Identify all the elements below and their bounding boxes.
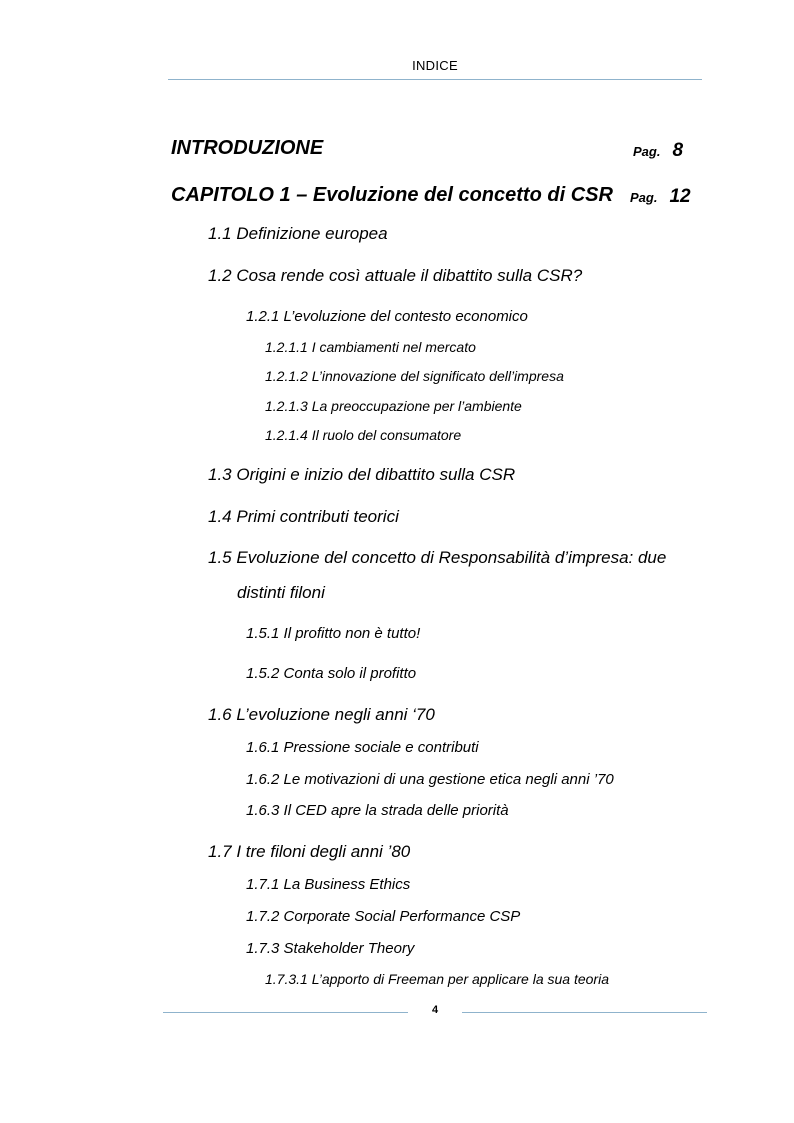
pag-label: Pag. [633,144,661,159]
toc-entry: 1.5 Evoluzione del concetto di Responsabilità d’impresa: due [208,548,667,567]
toc-entry: 1.2.1.4 Il ruolo del consumatore [265,427,462,443]
toc-capitolo-1: CAPITOLO 1 – Evoluzione del concetto di CSR [171,184,613,206]
page-header-title: INDICE [412,58,458,73]
toc-entry: 1.5.1 Il profitto non è tutto! [246,625,421,642]
toc-capitolo-1-page [630,186,691,208]
toc-entry: 1.7.2 Corporate Social Performance CSP [246,908,521,925]
toc-entry: 1.2 Cosa rende così attuale il dibattito sulla CSR? [208,266,583,285]
toc-entry: 1.3 Origini e inizio del dibattito sulla CSR [208,465,516,484]
toc-entry: 1.7 I tre filoni degli anni ’80 [208,842,411,861]
toc-entry: 1.7.3.1 L’apporto di Freeman per applicare la sua teoria [265,971,609,987]
toc-entry: 1.6.2 Le motivazioni di una gestione etica negli anni ’70 [246,771,614,788]
toc-entry: 1.7.1 La Business Ethics [246,876,411,893]
toc-entry: 1.6.1 Pressione sociale e contributi [246,739,479,756]
toc-entry: 1.2.1.3 La preoccupazione per l’ambiente [265,398,522,414]
toc-entry: 1.7.3 Stakeholder Theory [246,940,415,957]
toc-entry-continuation: distinti filoni [237,583,325,602]
toc-entry: 1.6 L’evoluzione negli anni ‘70 [208,705,435,724]
toc-entry: 1.1 Definizione europea [208,224,388,243]
footer-divider-left [163,1012,408,1013]
pag-number: 8 [672,140,684,161]
toc-entry: 1.6.3 Il CED apre la strada delle priorità [246,802,509,819]
footer-divider-right [462,1012,707,1013]
toc-entry: 1.5.2 Conta solo il profitto [246,665,417,682]
header-divider [168,79,702,80]
pag-label: Pag. [630,190,658,205]
toc-introduzione: INTRODUZIONE [171,137,324,159]
toc-entry: 1.2.1 L’evoluzione del contesto economico [246,308,528,325]
toc-entry: 1.2.1.1 I cambiamenti nel mercato [265,339,476,355]
toc-introduzione-page [633,140,683,162]
page-number: 4 [431,1004,439,1016]
pag-number: 12 [669,186,691,207]
toc-entry: 1.2.1.2 L’innovazione del significato dell’impresa [265,368,564,384]
toc-entry: 1.4 Primi contributi teorici [208,507,399,526]
